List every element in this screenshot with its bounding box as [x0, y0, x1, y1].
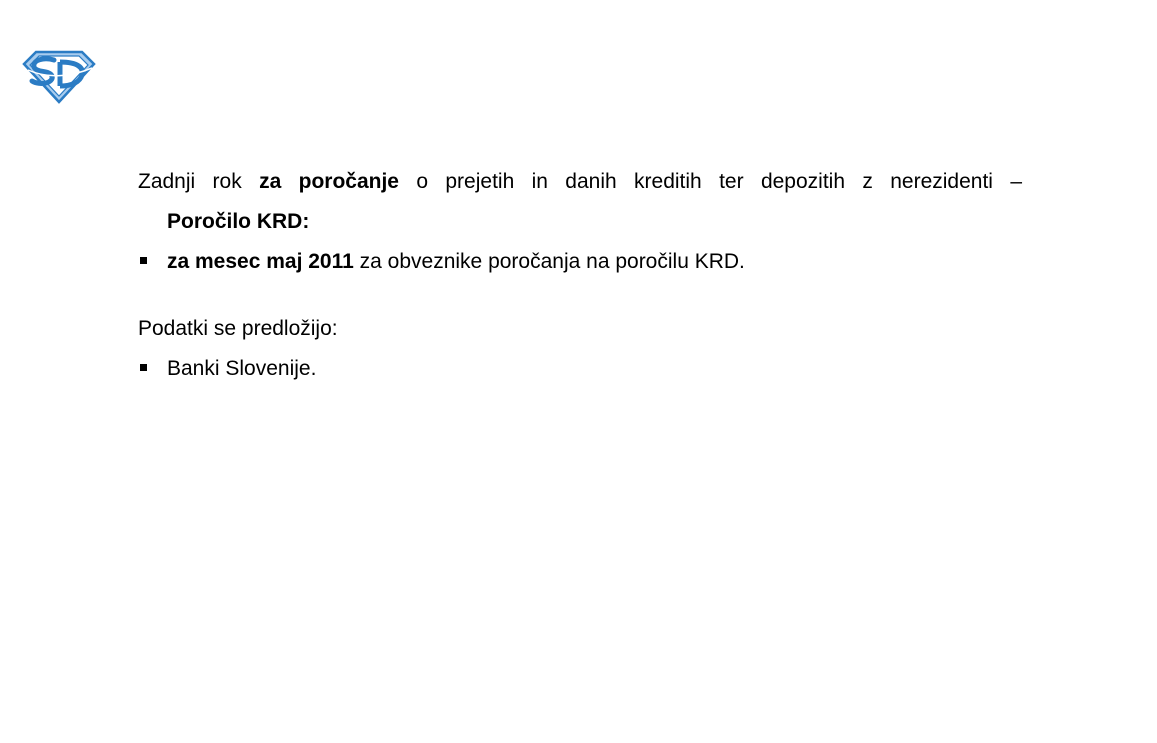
recipient-text: Banki Slovenije.: [167, 357, 317, 380]
deadline-paragraph: [138, 162, 1022, 202]
company-logo: [22, 48, 96, 104]
shield-logo-icon: [22, 48, 96, 104]
square-bullet-icon: [140, 364, 147, 371]
square-bullet-icon: [140, 257, 147, 264]
period-text: za obveznike poročanja na poročilu KRD.: [353, 250, 745, 273]
spacer: [138, 282, 1022, 309]
deadline-text-rest: o prejetih in danih kreditih ter depozitih z nerezidenti –: [398, 170, 1022, 193]
report-title: Poročilo KRD:: [167, 210, 310, 233]
deadline-text-bold: za poročanje: [259, 170, 399, 193]
deadline-text-start: Zadnji rok: [138, 170, 260, 193]
document-body: [138, 162, 1022, 389]
list-item: [138, 242, 1022, 282]
submission-paragraph: Podatki se predložijo:: [138, 317, 338, 340]
period-bold: za mesec maj 2011: [167, 250, 354, 273]
list-item: [138, 349, 1022, 389]
report-title-line: [138, 202, 1022, 242]
